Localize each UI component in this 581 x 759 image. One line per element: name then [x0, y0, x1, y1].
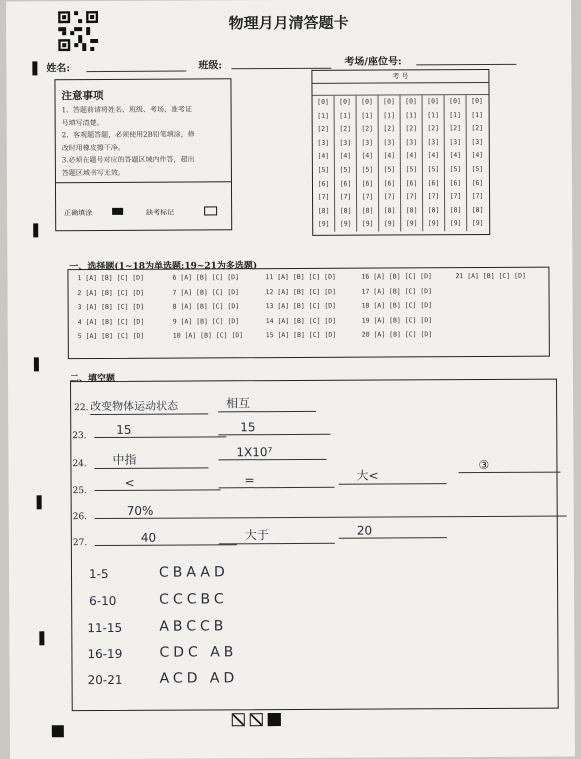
exam-digit-bubble[interactable]: [0] — [405, 97, 417, 106]
name-field[interactable] — [86, 61, 186, 73]
exam-digit-bubble[interactable]: [5] — [361, 165, 374, 174]
exam-digit-bubble[interactable]: [0] — [339, 97, 351, 106]
mc-question-row[interactable]: 18 [A] [B] [C] [D] — [361, 301, 433, 310]
exam-digit-bubble[interactable]: [6] — [339, 179, 352, 188]
exam-digit-bubble[interactable]: [5] — [317, 165, 330, 174]
exam-digit-bubble[interactable]: [2] — [449, 124, 462, 133]
exam-digit-bubble[interactable]: [5] — [339, 165, 352, 174]
section1-title: 一、选择题(1~18为单选题;19~21为多选题) — [69, 261, 258, 273]
timing-mark — [37, 495, 42, 509]
timing-mark — [39, 631, 44, 645]
exam-digit-bubble[interactable]: [7] — [317, 192, 330, 202]
exam-digit-bubble[interactable]: [3] — [471, 137, 484, 146]
hw-range-3: 11-15 — [87, 620, 123, 636]
filled-mark-icon — [112, 208, 123, 215]
exam-digit-bubble[interactable]: [6] — [405, 178, 418, 187]
mc-question-row[interactable]: 2 [A] [B] [C] [D] — [77, 288, 145, 297]
exam-digit-bubble[interactable]: [6] — [361, 179, 374, 188]
mc-question-row[interactable]: 11 [A] [B] [C] [D] — [265, 272, 336, 282]
exam-digit-bubble[interactable]: [4] — [449, 151, 462, 160]
mc-question-row[interactable]: 3 [A] [B] [C] [D] — [77, 302, 145, 312]
exam-digit-bubble[interactable]: [7] — [449, 192, 462, 201]
mc-question-row[interactable]: 12 [A] [B] [C] [D] — [265, 287, 337, 296]
exam-number-column — [445, 95, 468, 231]
exam-digit-bubble[interactable]: [5] — [405, 165, 418, 174]
mc-question-row[interactable]: 19 [A] [B] [C] [D] — [361, 315, 433, 325]
exam-digit-bubble[interactable]: [8] — [471, 205, 484, 214]
exam-digit-bubble[interactable]: [7] — [383, 192, 396, 201]
exam-digit-bubble[interactable]: [8] — [405, 206, 418, 215]
exam-digit-bubble[interactable]: [0] — [471, 96, 483, 106]
exam-digit-bubble[interactable]: [5] — [471, 164, 484, 174]
mc-question-row[interactable]: 17 [A] [B] [C] [D] — [361, 286, 433, 296]
exam-digit-bubble[interactable]: [4] — [405, 151, 418, 160]
exam-digit-bubble[interactable]: [5] — [383, 165, 396, 174]
exam-digit-bubble[interactable]: [2] — [339, 124, 352, 133]
mc-question-row[interactable]: 14 [A] [B] [C] [D] — [265, 316, 337, 325]
q27-answer-1[interactable]: 40 — [95, 530, 237, 546]
exam-number-column — [423, 95, 446, 231]
q27-answer-3[interactable]: 20 — [339, 523, 447, 539]
exam-number-write-row[interactable] — [312, 84, 488, 96]
mc-question-row[interactable]: 6 [A] [B] [C] [D] — [172, 273, 240, 282]
exam-number-column — [313, 96, 336, 232]
exam-digit-bubble[interactable]: [7] — [471, 192, 484, 201]
exam-digit-bubble[interactable]: [8] — [361, 206, 374, 215]
exam-digit-bubble[interactable]: [9] — [317, 220, 330, 229]
exam-digit-bubble[interactable]: [5] — [427, 165, 440, 174]
exam-digit-bubble[interactable]: [3] — [449, 137, 462, 146]
mc-question-row[interactable]: 8 [A] [B] [C] [D] — [172, 302, 240, 311]
exam-digit-bubble[interactable]: [2] — [361, 124, 374, 133]
exam-digit-bubble[interactable]: [4] — [317, 152, 330, 161]
corner-anchor-mark — [52, 725, 64, 737]
exam-digit-bubble[interactable]: [4] — [339, 152, 352, 161]
mc-question-row[interactable]: 15 [A] [B] [C] [D] — [265, 330, 337, 340]
hw-range-2: 6-10 — [89, 593, 117, 609]
exam-digit-bubble[interactable]: [8] — [317, 206, 330, 215]
exam-digit-bubble[interactable]: [1] — [361, 111, 374, 120]
mc-question-row[interactable]: 13 [A] [B] [C] [D] — [265, 301, 337, 311]
exam-digit-bubble[interactable]: [6] — [449, 178, 462, 187]
exam-number-column — [335, 96, 358, 232]
page-title: 物理月月清答题卡 — [228, 13, 349, 33]
exam-digit-bubble[interactable]: [2] — [383, 124, 396, 133]
exam-number-column — [401, 95, 424, 231]
exam-digit-bubble[interactable]: [8] — [339, 206, 352, 215]
mc-question-row[interactable]: 7 [A] [B] [C] [D] — [172, 287, 240, 297]
seat-field[interactable] — [416, 54, 516, 66]
absent-mark-label: 缺考标记 — [146, 208, 175, 217]
q24-answer-2[interactable]: 1X10⁷ — [218, 445, 326, 461]
exam-digit-bubble[interactable]: [3] — [383, 138, 396, 147]
exam-number-column — [357, 96, 380, 232]
exam-digit-bubble[interactable]: [8] — [427, 205, 440, 215]
exam-digit-bubble[interactable]: [9] — [405, 219, 418, 228]
exam-digit-bubble[interactable]: [6] — [383, 179, 396, 188]
notice-divider — [56, 181, 231, 183]
exam-digit-bubble[interactable]: [8] — [383, 206, 396, 215]
exam-digit-bubble[interactable]: [7] — [361, 192, 374, 201]
exam-digit-bubble[interactable]: [6] — [471, 178, 484, 187]
q22-answer-2[interactable]: 相互 — [218, 394, 316, 413]
exam-digit-bubble[interactable]: [0] — [317, 97, 329, 106]
exam-digit-bubble[interactable]: [0] — [427, 97, 439, 106]
exam-digit-bubble[interactable]: [4] — [427, 151, 440, 160]
notice-title: 注意事项 — [61, 89, 104, 103]
q23-answer-2[interactable]: 15 — [218, 420, 330, 436]
exam-digit-bubble[interactable]: [4] — [471, 151, 484, 160]
absent-checkbox[interactable] — [204, 206, 217, 215]
exam-digit-bubble[interactable]: [9] — [471, 219, 484, 228]
exam-digit-bubble[interactable]: [7] — [405, 192, 418, 201]
exam-digit-bubble[interactable]: [0] — [361, 97, 373, 106]
hw-answers-4: CDC AB — [159, 644, 238, 661]
exam-digit-bubble[interactable]: [2] — [405, 124, 418, 133]
class-label: 班级: — [198, 60, 223, 72]
class-field[interactable] — [231, 58, 331, 70]
exam-digit-bubble[interactable]: [9] — [339, 220, 352, 229]
answer-sheet — [6, 0, 575, 759]
hw-range-1: 1-5 — [88, 566, 109, 582]
q26-answer-1[interactable]: 70% — [95, 502, 567, 519]
exam-digit-bubble[interactable]: [9] — [383, 219, 396, 228]
timing-mark — [32, 61, 37, 75]
mc-question-row[interactable]: 10 [A] [B] [C] [D] — [172, 331, 244, 340]
name-label: 姓名: — [46, 63, 71, 75]
exam-digit-bubble[interactable]: [1] — [383, 111, 396, 120]
seat-label: 考场/座位号: — [344, 56, 402, 68]
timing-mark — [33, 223, 38, 237]
correct-fill-label: 正确填涂 — [64, 209, 93, 218]
mc-question-row[interactable]: 16 [A] [B] [C] [D] — [361, 272, 432, 281]
mc-question-row[interactable]: 4 [A] [B] [C] [D] — [77, 317, 145, 326]
mc-question-row[interactable]: 20 [A] [B] [C] [D] — [361, 330, 433, 339]
exam-digit-bubble[interactable]: [3] — [405, 138, 418, 147]
q22-number: 22. — [74, 403, 89, 414]
exam-digit-bubble[interactable]: [0] — [383, 97, 395, 106]
exam-number-header: 考 号 — [312, 70, 488, 84]
exam-digit-bubble[interactable]: [3] — [361, 138, 374, 147]
hw-range-4: 16-19 — [87, 646, 123, 662]
exam-digit-bubble[interactable]: [3] — [317, 138, 330, 147]
exam-number-column — [467, 95, 489, 231]
q23-number: 23. — [72, 431, 87, 442]
q25-answer-4[interactable]: ③ — [458, 458, 560, 474]
exam-digit-bubble[interactable]: [8] — [449, 205, 462, 214]
q25-number: 25. — [72, 486, 87, 497]
timing-mark — [34, 357, 39, 371]
notice-box — [54, 78, 232, 231]
exam-digit-bubble[interactable]: [4] — [361, 151, 374, 161]
exam-digit-bubble[interactable]: [2] — [471, 124, 484, 133]
hw-answers-2: CCCBC — [159, 591, 228, 608]
exam-digit-bubble[interactable]: [1] — [405, 110, 418, 119]
q27-number: 27. — [72, 538, 88, 549]
hw-answers-1: CBAAD — [158, 564, 229, 581]
hw-range-5: 20-21 — [87, 672, 123, 688]
exam-digit-bubble[interactable]: [7] — [339, 192, 352, 201]
section2-title: 二、填空题 — [69, 373, 116, 385]
exam-digit-bubble[interactable]: [1] — [471, 110, 484, 119]
filled-box-icon — [268, 713, 281, 726]
q25-answer-1[interactable]: < — [95, 475, 221, 491]
exam-digit-bubble[interactable]: [1] — [317, 111, 330, 120]
exam-digit-bubble[interactable]: [4] — [383, 151, 396, 160]
exam-digit-bubble[interactable]: [5] — [449, 165, 462, 174]
slash-box-icon — [250, 713, 263, 726]
q25-answer-2[interactable]: = — [218, 473, 334, 489]
exam-digit-bubble[interactable]: [9] — [449, 219, 462, 228]
q24-answer-1[interactable]: 中指 — [94, 450, 208, 469]
exam-digit-bubble[interactable]: [3] — [427, 137, 440, 147]
q24-number: 24. — [72, 459, 87, 470]
exam-digit-bubble[interactable]: [1] — [449, 110, 462, 119]
notice-text: 1、答题前请将姓名、班级、考场、准考证 号填写清楚。 2、客观题答题，必须使用2B铅笔填涂，修 改时用橡皮擦干净。 3.必须在题号对应的答题区域内作答，超出 答题区域书写无效。 — [61, 105, 195, 177]
exam-digit-bubble[interactable]: [2] — [427, 124, 440, 133]
q25-answer-3[interactable]: 大< — [338, 466, 446, 485]
q23-answer-1[interactable]: 15 — [94, 422, 226, 438]
hw-answers-3: ABCCB — [159, 618, 228, 635]
q22-answer-1[interactable]: 改变物体运动状态 — [90, 397, 208, 415]
exam-digit-bubble[interactable]: [7] — [427, 192, 440, 201]
exam-digit-bubble[interactable]: [3] — [339, 138, 352, 147]
exam-digit-bubble[interactable]: [1] — [339, 111, 352, 120]
mc-question-row[interactable]: 1 [A] [B] [C] [D] — [77, 273, 145, 283]
hw-answers-5: ACD AD — [159, 670, 239, 687]
mc-question-row[interactable]: 5 [A] [B] [C] [D] — [77, 331, 145, 341]
exam-digit-bubble[interactable]: [2] — [317, 124, 330, 134]
exam-digit-bubble[interactable]: [9] — [427, 219, 440, 228]
exam-digit-bubble[interactable]: [9] — [361, 219, 374, 228]
exam-digit-bubble[interactable]: [0] — [449, 97, 461, 106]
exam-digit-bubble[interactable]: [1] — [427, 110, 440, 119]
q26-number: 26. — [72, 512, 88, 523]
mc-question-row[interactable]: 9 [A] [B] [C] [D] — [172, 316, 240, 326]
slash-box-icon — [232, 713, 245, 726]
exam-number-column — [379, 95, 402, 231]
q27-answer-2[interactable]: 大于 — [219, 526, 335, 545]
exam-digit-bubble[interactable]: [6] — [427, 178, 440, 187]
exam-digit-bubble[interactable]: [6] — [317, 179, 330, 188]
mc-question-row[interactable]: 21 [A] [B] [C] [D] — [455, 271, 526, 281]
